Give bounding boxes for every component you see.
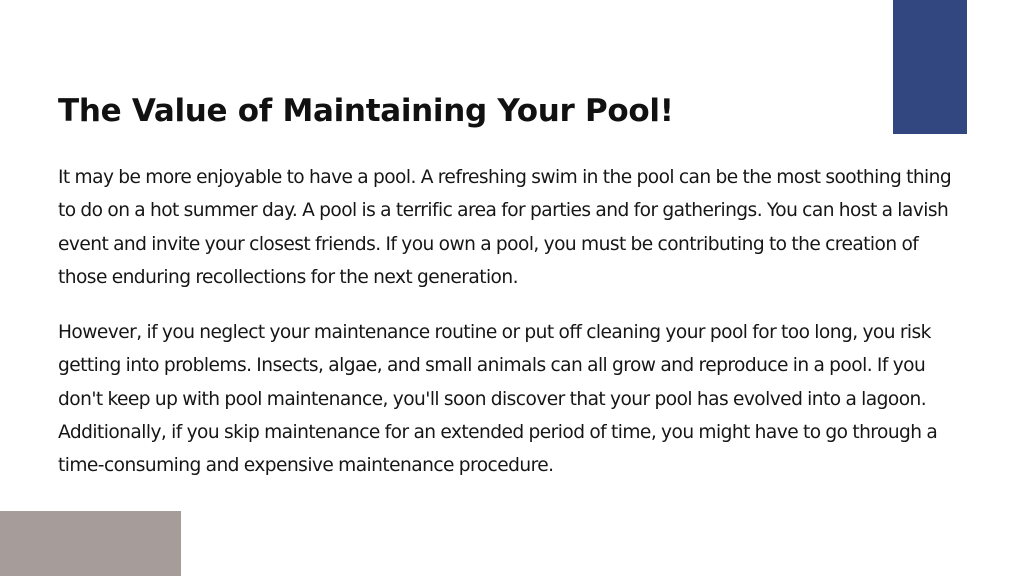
paragraph-maintenance: However, if you neglect your maintenance routine or put off cleaning your pool for too long, you risk getting into problems. Insects, algae, and small animals can all grow and reproduce in a pool. If you don't keep up with pool maintenance, you'll soon discover that your pool has evolved into a lagoon. Additionally, if you skip maintenance for an extended period of time, you might have to go through a time-consuming and expensive maintenance procedure. — [58, 322, 938, 477]
accent-block-top-right — [893, 0, 967, 134]
slide-title: The Value of Maintaining Your Pool! — [58, 93, 674, 129]
accent-block-bottom-left — [0, 511, 181, 576]
paragraph-intro: It may be more enjoyable to have a pool. A refreshing swim in the pool can be the most soothing thing to do on a hot summer day. A pool is a terrific area for parties and for gatherings. You can host a lavish event and invite your closest friends. If you own a pool, you must be contributing to the creation of those enduring recollections for the next generation. — [58, 167, 952, 288]
